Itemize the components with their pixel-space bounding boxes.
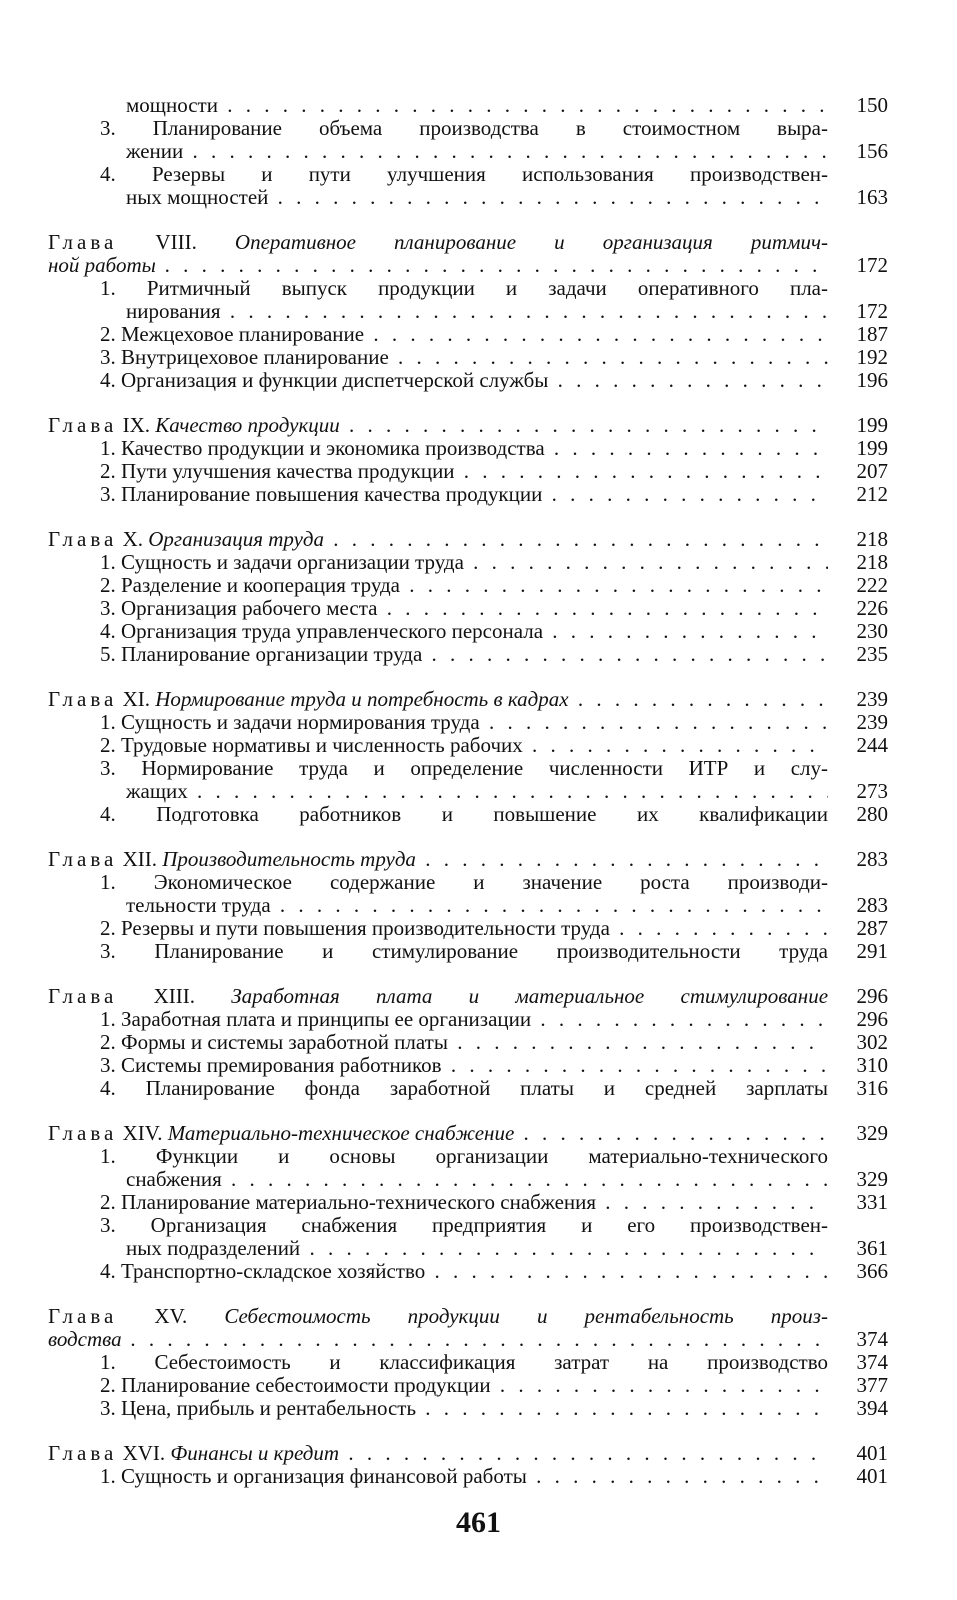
toc-entry-continuation [48,1237,888,1260]
chapter-title: Заработная плата и материальное стимулирование [231,984,829,1008]
chapter-label: Глава [48,1122,118,1145]
toc-section-entry [48,1260,888,1283]
toc-section-entry [48,1008,888,1031]
toc-section-entry [48,346,888,369]
chapter-label: Глава [48,230,118,254]
toc-page-number: 329 [856,1121,888,1145]
toc-spacer [48,1283,888,1305]
chapter-label: Глава [48,984,118,1008]
toc-section-entry [48,460,888,483]
toc-page-number: 331 [856,1190,888,1214]
toc-chapter-heading [48,1122,888,1145]
toc-entry-text: 1. Экономическое содержание и значение роста производи- [100,870,828,894]
chapter-number: IX. [122,414,150,437]
toc-section-entry [48,1077,888,1100]
toc-entry-text: снабжения . . . [48,1168,828,1191]
toc-section-entry [48,1054,888,1077]
table-of-contents [48,94,888,1488]
chapter-title: Финансы и кредит [170,1442,340,1465]
toc-entry-text: 1. Сущность и организация финансовой работы . . . [48,1465,828,1488]
toc-page-number: 401 [856,1441,888,1465]
chapter-heading-text [48,985,828,1008]
toc-section-entry [48,483,888,506]
toc-page-number: 283 [856,893,888,917]
toc-spacer [48,209,888,231]
chapter-title: Материально-техническое снабжение [167,1122,515,1145]
toc-page-number: 150 [856,93,888,117]
toc-spacer [48,1100,888,1122]
chapter-label: Глава [48,528,118,551]
toc-page-number: 226 [856,596,888,620]
toc-entry-text: 3. Планирование объема производства в стоимостном выра- [100,116,828,140]
toc-entry-text: ных мощностей . . . [48,186,828,209]
toc-entry-continuation [48,1168,888,1191]
toc-entry-text: мощности . . . [48,94,828,117]
toc-section-entry [48,734,888,757]
chapter-label: Глава [48,1442,118,1465]
chapter-heading-text [48,848,828,871]
toc-spacer [48,963,888,985]
page-number: 461 [456,1506,501,1539]
toc-page-number: 291 [856,939,888,963]
toc-section-entry [48,917,888,940]
toc-entry-text: 4. Подготовка работников и повышение их квалификации [100,802,828,826]
toc-page-number: 280 [856,802,888,826]
toc-page-number: 199 [856,436,888,460]
chapter-number: XV. [154,1304,188,1328]
toc-entry-text: 3. Цена, прибыль и рентабельность . . . [48,1397,828,1420]
toc-entry-text: 3. Внутрицеховое планирование . . . [48,346,828,369]
chapter-title: Нормирование труда и потребность в кадрах [155,688,569,711]
chapter-title: Качество продукции [155,414,340,437]
toc-section-entry [48,1351,888,1374]
toc-page-number: 212 [856,482,888,506]
toc-entry-text: 4. Транспортно-складское хозяйство . . . [48,1260,828,1283]
toc-section-entry [48,803,888,826]
toc-section-entry [48,1214,888,1237]
toc-chapter-heading [48,985,888,1008]
toc-section-entry [48,620,888,643]
toc-chapter-heading [48,688,888,711]
toc-page-number: 394 [856,1396,888,1420]
chapter-heading-text [48,414,828,437]
toc-section-entry [48,757,888,780]
toc-chapter-heading [48,231,888,254]
toc-section-entry [48,1031,888,1054]
toc-page-number: 329 [856,1167,888,1191]
toc-page-number: 366 [856,1259,888,1283]
chapter-number: XI. [122,688,150,711]
toc-entry-text: 4. Планирование фонда заработной платы и средней зарплаты [100,1076,828,1100]
toc-page-number: 163 [856,185,888,209]
chapter-number: XII. [122,848,157,871]
toc-page-number: 230 [856,619,888,643]
toc-spacer [48,1420,888,1442]
toc-entry-text: 2. Пути улучшения качества продукции . . . [48,460,828,483]
toc-page-number: 374 [856,1327,888,1351]
toc-spacer [48,666,888,688]
toc-page-number: 218 [856,527,888,551]
chapter-title: Организация труда [148,528,325,551]
chapter-title: Оперативное планирование и организация ритмич- [234,230,828,254]
toc-entry-text: 4. Резервы и пути улучшения использования производствен- [100,162,828,186]
toc-entry-text: нирования . . . [48,300,828,323]
toc-entry-text: жащих . . . [48,780,828,803]
toc-entry-text: 1. Сущность и задачи нормирования труда . . . [48,711,828,734]
toc-entry-text: 3. Нормирование труда и определение численности ИТР и слу- [100,756,828,780]
toc-section-entry [48,1397,888,1420]
toc-section-entry [48,1145,888,1168]
toc-page-number: 235 [856,642,888,666]
toc-section-entry [48,277,888,300]
toc-entry-text: 1. Функции и основы организации материально-технического [100,1144,828,1168]
toc-page-number: 296 [856,984,888,1008]
toc-entry-continuation [48,894,888,917]
toc-entry-text: 4. Организация труда управленческого персонала . . . [48,620,828,643]
toc-entry-text: 2. Межцеховое планирование . . . [48,323,828,346]
toc-page-number: 283 [856,847,888,871]
toc-page-number: 199 [856,413,888,437]
toc-page-number: 239 [856,710,888,734]
toc-page-number: 401 [856,1464,888,1488]
toc-page-number: 287 [856,916,888,940]
toc-page-number: 172 [856,299,888,323]
toc-entry-text: 3. Системы премирования работников . . . [48,1054,828,1077]
toc-entry-text: 3. Планирование и стимулирование производительности труда [100,939,828,963]
toc-entry-text: 2. Планирование себестоимости продукции . . . [48,1374,828,1397]
toc-section-entry [48,871,888,894]
chapter-title: Производительность труда [162,848,416,871]
toc-section-entry [48,117,888,140]
toc-entry-continuation [48,94,888,117]
toc-entry-text: 1. Ритмичный выпуск продукции и задачи оперативного пла- [100,276,828,300]
toc-section-entry [48,597,888,620]
toc-entry-text: 2. Разделение и кооперация труда . . . [48,574,828,597]
toc-section-entry [48,940,888,963]
toc-entry-continuation [48,780,888,803]
toc-page-number: 296 [856,1007,888,1031]
toc-page-number: 377 [856,1373,888,1397]
toc-page-number: 218 [856,550,888,574]
toc-page-number: 172 [856,253,888,277]
toc-page-number: 310 [856,1053,888,1077]
toc-section-entry [48,711,888,734]
chapter-number: XVI. [122,1442,166,1465]
toc-chapter-heading [48,848,888,871]
toc-entry-text: тельности труда . . . [48,894,828,917]
toc-entry-text: ных подразделений . . . [48,1237,828,1260]
toc-spacer [48,826,888,848]
toc-entry-continuation [48,140,888,163]
toc-spacer [48,392,888,414]
toc-entry-text: жении . . . [48,140,828,163]
chapter-label: Глава [48,688,118,711]
toc-section-entry [48,643,888,666]
chapter-label: Глава [48,414,118,437]
chapter-number: XIII. [153,984,195,1008]
toc-section-entry [48,574,888,597]
toc-page-number: 187 [856,322,888,346]
toc-entry-text: 2. Трудовые нормативы и численность рабочих . . . [48,734,828,757]
toc-chapter-heading [48,414,888,437]
toc-entry-text: 2. Планирование материально-технического снабжения . . . [48,1191,828,1214]
toc-entry-text: 1. Сущность и задачи организации труда . . . [48,551,828,574]
toc-entry-text: 3. Организация снабжения предприятия и его производствен- [100,1213,828,1237]
toc-page-number: 222 [856,573,888,597]
chapter-number: XIV. [122,1122,163,1145]
toc-entry-text: 2. Резервы и пути повышения производительности труда . . . [48,917,828,940]
toc-entry-text: 1. Себестоимость и классификация затрат на производство [100,1350,828,1374]
toc-page-number: 196 [856,368,888,392]
chapter-label: Глава [48,1304,118,1328]
toc-entry-text: 2. Формы и системы заработной платы . . . [48,1031,828,1054]
chapter-heading-text [48,1305,828,1328]
toc-section-entry [48,1374,888,1397]
toc-page-number: 244 [856,733,888,757]
chapter-title: Себестоимость продукции и рентабельность произ- [224,1304,828,1328]
chapter-label: Глава [48,848,118,871]
chapter-heading-text [48,1122,828,1145]
toc-entry-text: 1. Заработная плата и принципы ее организации . . . [48,1008,828,1031]
toc-entry-text: 4. Организация и функции диспетчерской службы . . . [48,369,828,392]
chapter-heading-text [48,528,828,551]
toc-section-entry [48,369,888,392]
toc-section-entry [48,1191,888,1214]
chapter-heading-text [48,688,828,711]
toc-entry-text: 5. Планирование организации труда . . . [48,643,828,666]
toc-section-entry [48,437,888,460]
toc-chapter-heading [48,528,888,551]
chapter-title-continuation: водства . . . [48,1328,828,1351]
chapter-heading-text [48,1442,828,1465]
toc-chapter-heading [48,1305,888,1328]
chapter-number: VIII. [155,230,197,254]
toc-page-number: 239 [856,687,888,711]
toc-page-number: 156 [856,139,888,163]
toc-spacer [48,506,888,528]
toc-chapter-heading [48,1442,888,1465]
toc-section-entry [48,551,888,574]
toc-section-entry [48,1465,888,1488]
toc-page-number: 192 [856,345,888,369]
toc-page-number: 361 [856,1236,888,1260]
toc-entry-text: 3. Планирование повышения качества продукции . . . [48,483,828,506]
toc-page-number: 374 [856,1350,888,1374]
toc-entry-text: 3. Организация рабочего места . . . [48,597,828,620]
toc-entry-continuation [48,186,888,209]
chapter-number: X. [122,528,143,551]
toc-section-entry [48,323,888,346]
toc-page-number: 273 [856,779,888,803]
chapter-heading-text [48,231,828,254]
toc-page-number: 207 [856,459,888,483]
toc-entry-continuation [48,300,888,323]
toc-chapter-heading-continuation [48,1328,888,1351]
toc-section-entry [48,163,888,186]
chapter-title-continuation: ной работы . . . [48,254,828,277]
toc-page-number: 316 [856,1076,888,1100]
toc-page-number: 302 [856,1030,888,1054]
toc-entry-text: 1. Качество продукции и экономика производства . . . [48,437,828,460]
toc-chapter-heading-continuation [48,254,888,277]
